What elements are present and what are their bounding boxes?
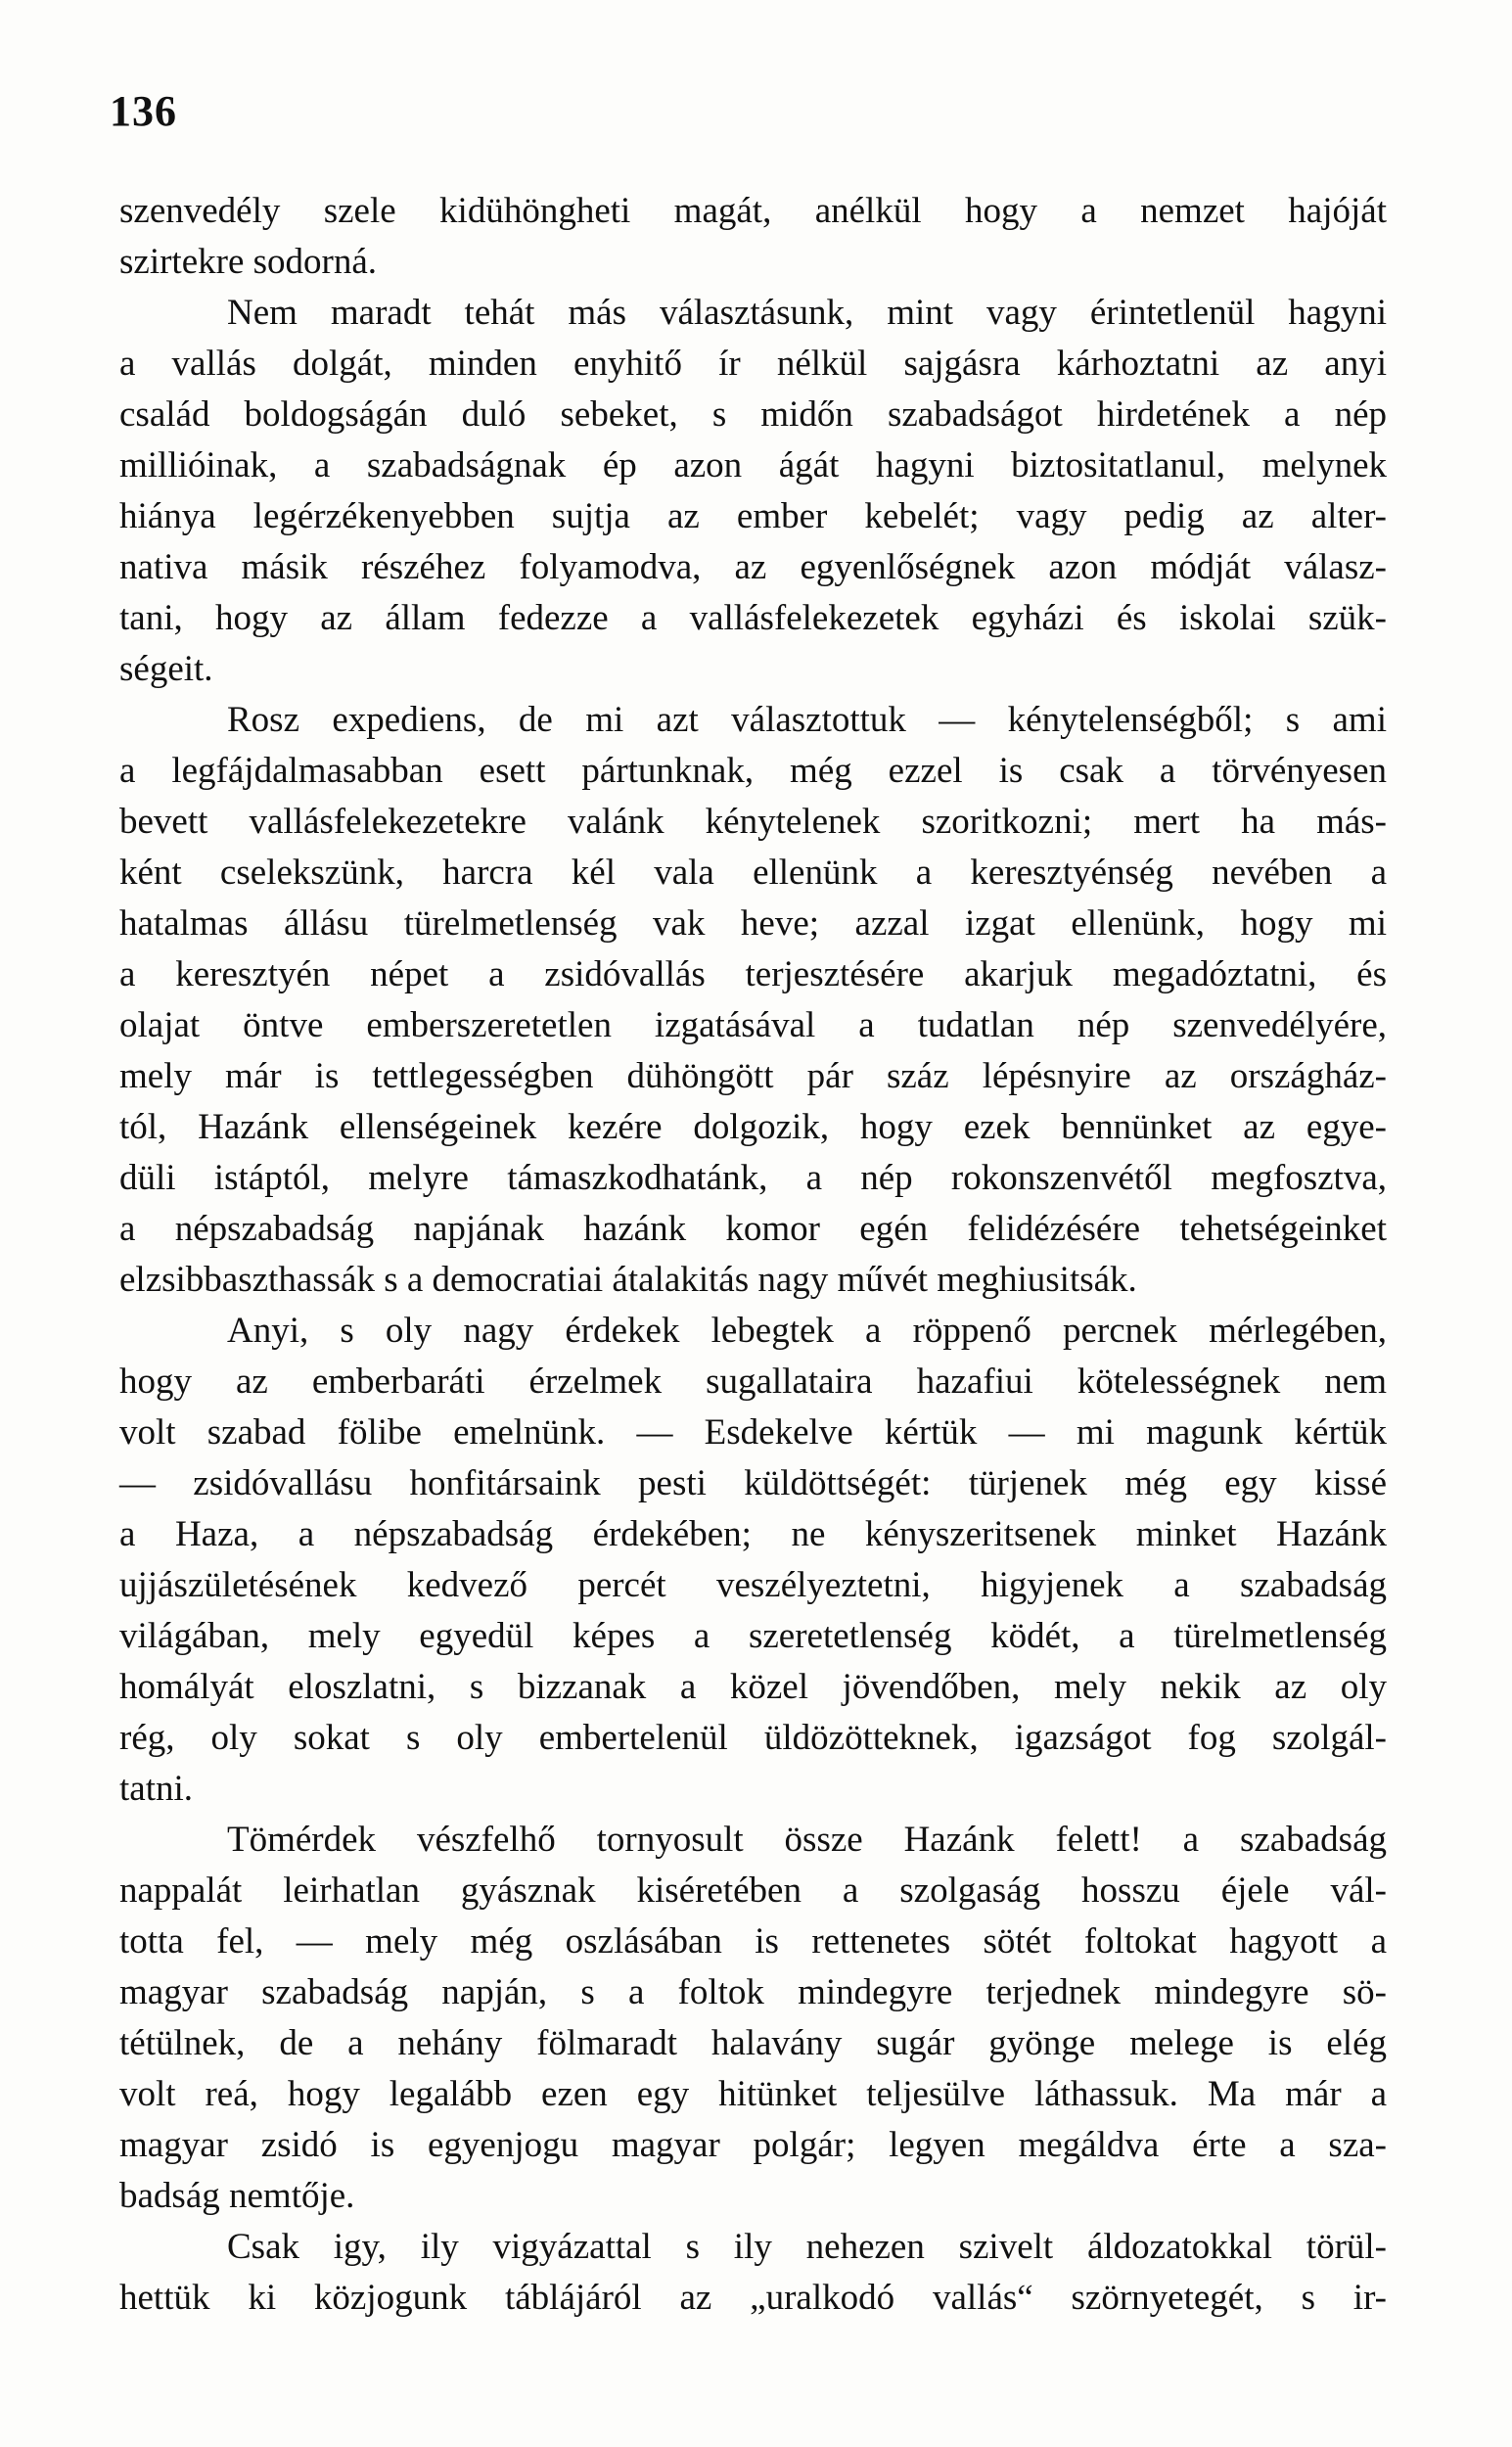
text-line: ségeit. [119, 649, 213, 689]
text-line: hiánya legérzékenyebben sujtja az ember kebelét; vagy pedig az alter- [119, 496, 1387, 536]
text-line: család boldogságán duló sebeket, s midőn szabadságot hirdetének a nép [119, 394, 1387, 435]
paragraph-start-line: Csak igy, ily vigyázattal s ily nehezen szivelt áldozatokkal törül- [227, 2227, 1387, 2267]
text-line: világában, mely egyedül képes a szeretetlenség ködét, a türelmetlenség [119, 1616, 1387, 1656]
text-line: ujjászületésének kedvező percét veszélyeztetni, higyjenek a szabadság [119, 1565, 1387, 1605]
text-line: nappalát leirhatlan gyásznak kiséretében a szolgaság hosszu éjele vál- [119, 1870, 1387, 1911]
text-line: hettük ki közjogunk táblájáról az „uralkodó vallás“ szörnyetegét, s ir- [119, 2278, 1387, 2318]
paragraph-start-line: Anyi, s oly nagy érdekek lebegtek a röppenő percnek mérlegében, [227, 1311, 1387, 1351]
text-line: volt reá, hogy legalább ezen egy hitünket teljesülve láthassuk. Ma már a [119, 2074, 1387, 2114]
text-line: tétülnek, de a nehány fölmaradt halavány sugár gyönge melege is elég [119, 2023, 1387, 2063]
text-line: olajat öntve emberszeretetlen izgatásával a tudatlan nép szenvedélyére, [119, 1005, 1387, 1045]
text-line: a Haza, a népszabadság érdekében; ne kényszeritsenek minket Hazánk [119, 1514, 1387, 1554]
text-line: volt szabad fölibe emelnünk. — Esdekelve kértük — mi magunk kértük [119, 1412, 1387, 1453]
text-line: — zsidóvallásu honfitársaink pesti küldöttségét: türjenek még egy kissé [119, 1463, 1387, 1503]
paragraph-start-line: Tömérdek vészfelhő tornyosult össze Hazánk felett! a szabadság [227, 1820, 1387, 1860]
text-line: a keresztyén népet a zsidóvallás terjesztésére akarjuk megadóztatni, és [119, 954, 1387, 994]
text-line: homályát eloszlatni, s bizzanak a közel jövendőben, mely nekik az oly [119, 1667, 1387, 1707]
text-line: totta fel, — mely még oszlásában is rettenetes sötét foltokat hagyott a [119, 1921, 1387, 1962]
text-line: a vallás dolgát, minden enyhitő ír nélkül sajgásra kárhoztatni az anyi [119, 344, 1387, 384]
text-line: mely már is tettlegességben dühöngött pár száz lépésnyire az országház- [119, 1056, 1387, 1096]
text-line: bevett vallásfelekezetekre valánk kénytelenek szoritkozni; mert ha más- [119, 802, 1387, 842]
page-number: 136 [110, 87, 177, 135]
text-line: hatalmas állásu türelmetlenség vak heve; azzal izgat ellenünk, hogy mi [119, 903, 1387, 944]
text-line: hogy az emberbaráti érzelmek sugallataira hazafiui kötelességnek nem [119, 1362, 1387, 1402]
text-line: a legfájdalmasabban esett pártunknak, még ezzel is csak a törvényesen [119, 751, 1387, 791]
text-line: magyar szabadság napján, s a foltok mindegyre terjednek mindegyre sö- [119, 1972, 1387, 2012]
text-line: elzsibbaszthassák s a democratiai átalakitás nagy művét meghiusitsák. [119, 1260, 1137, 1300]
text-line: badság nemtője. [119, 2176, 355, 2216]
paragraph-start-line: Nem maradt tehát más választásunk, mint vagy érintetlenül hagyni [227, 293, 1387, 333]
text-line: tani, hogy az állam fedezze a vallásfelekezetek egyházi és iskolai szük- [119, 598, 1387, 638]
text-line: szirtekre sodorná. [119, 242, 378, 282]
text-line: a népszabadság napjának hazánk komor egén felidézésére tehetségeinket [119, 1209, 1387, 1249]
text-line: magyar zsidó is egyenjogu magyar polgár; legyen megáldva érte a sza- [119, 2125, 1387, 2165]
text-line: millióinak, a szabadságnak ép azon ágát hagyni biztositatlanul, melynek [119, 445, 1387, 485]
text-line: ként cselekszünk, harcra kél vala ellenünk a keresztyénség nevében a [119, 853, 1387, 893]
text-line: düli istáptól, melyre támaszkodhatánk, a nép rokonszenvétől megfosztva, [119, 1158, 1387, 1198]
text-line: tatni. [119, 1769, 194, 1809]
text-line: tól, Hazánk ellenségeinek kezére dolgozik, hogy ezek bennünket az egye- [119, 1107, 1387, 1147]
text-line: rég, oly sokat s oly embertelenül üldözötteknek, igazságot fog szolgál- [119, 1718, 1387, 1758]
text-line: szenvedély szele kidühöngheti magát, anélkül hogy a nemzet hajóját [119, 191, 1387, 231]
paragraph-start-line: Rosz expediens, de mi azt választottuk — kénytelenségből; s ami [227, 700, 1387, 740]
text-line: nativa másik részéhez folyamodva, az egyenlőségnek azon módját válasz- [119, 547, 1387, 587]
